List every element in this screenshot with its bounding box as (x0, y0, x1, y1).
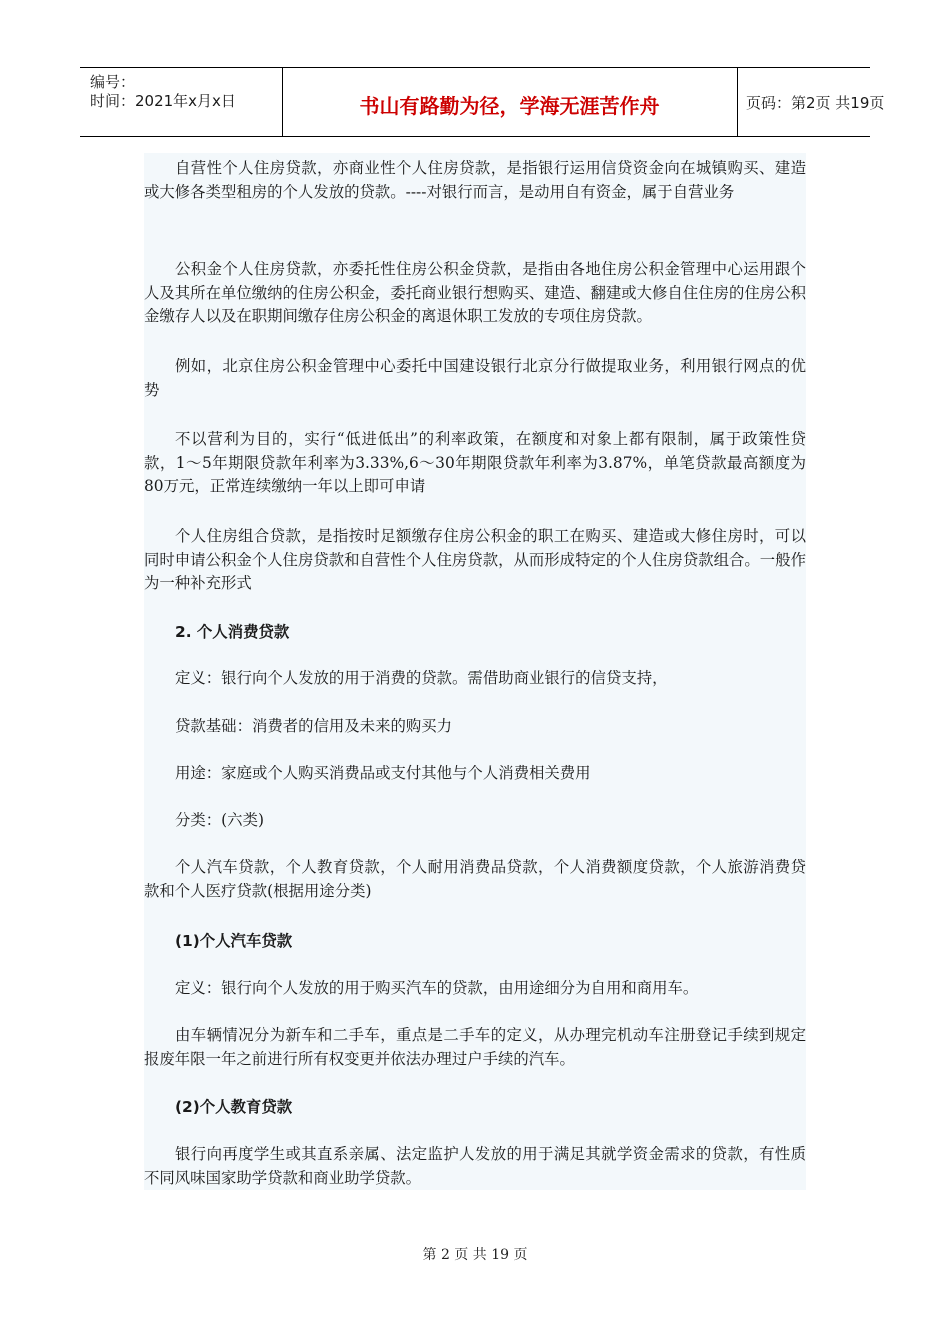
header-page-number: 页码：第2页 共19页 (746, 94, 885, 112)
paragraph-categories: 个人汽车贷款，个人教育贷款，个人耐用消费品贷款，个人消费额度贷款，个人旅游消费贷款和个人医疗贷款(根据用途分类) (144, 858, 806, 900)
document-number: 编号： (90, 73, 136, 91)
paragraph-classification: 分类：(六类) (175, 811, 264, 829)
header-left-cell (80, 68, 283, 136)
paragraph-policy: 不以营利为目的，实行“低进低出”的利率政策，在额度和对象上都有限制，属于政策性贷款，1～5年期限贷款年利率为3.33%,6～30年期限贷款年利率为3.87%，单笔贷款最高额度为80万元，正常连续缴纳一年以上即可申请 (144, 430, 806, 495)
subheading-education-loan: (2)个人教育贷款 (175, 1098, 293, 1116)
paragraph-definition: 定义：银行向个人发放的用于消费的贷款。需借助商业银行的信贷支持， (175, 669, 668, 687)
header-motto: 书山有路勤为径，学海无涯苦作舟 (359, 94, 660, 118)
page-footer: 第 2 页 共 19 页 (422, 1247, 528, 1263)
paragraph-combined-loan: 个人住房组合贷款，是指按时足额缴存住房公积金的职工在购买、建造或大修住房时，可以同时申请公积金个人住房贷款和自营性个人住房贷款，从而形成特定的个人住房贷款组合。一般作为一种补充形式 (144, 527, 806, 592)
header-table (80, 67, 885, 137)
header-center-cell (282, 68, 738, 136)
paragraph-provident-fund-loan: 公积金个人住房贷款，亦委托性住房公积金贷款，是指由各地住房公积金管理中心运用跟个人及其所在单位缴纳的住房公积金，委托商业银行想购买、建造、翻建或大修自住住房的住房公积金缴存人以及在职期间缴存住房公积金的离退休职工发放的专项住房贷款。 (144, 260, 806, 325)
document-time: 时间：2021年x月x日 (90, 92, 236, 110)
paragraph-education-loan: 银行向再度学生或其直系亲属、法定监护人发放的用于满足其就学资金需求的贷款，有性质不同风味国家助学贷款和商业助学贷款。 (144, 1145, 806, 1187)
paragraph-basis: 贷款基础：消费者的信用及未来的购买力 (175, 717, 453, 735)
paragraph-auto-used-car: 由车辆情况分为新车和二手车，重点是二手车的定义，从办理完机动车注册登记手续到规定报废年限一年之前进行所有权变更并依法办理过户手续的汽车。 (144, 1026, 806, 1068)
document-body (144, 153, 806, 1190)
paragraph-self-operated-loan: 自营性个人住房贷款，亦商业性个人住房贷款，是指银行运用信贷资金向在城镇购买、建造或大修各类型租房的个人发放的贷款。----对银行而言，是动用自有资金，属于自营业务 (144, 159, 806, 201)
section-heading-consumer-loan: 2. 个人消费贷款 (175, 623, 290, 641)
header-right-cell (737, 68, 885, 136)
paragraph-example: 例如，北京住房公积金管理中心委托中国建设银行北京分行做提取业务，利用银行网点的优势 (144, 357, 806, 399)
subheading-auto-loan: (1)个人汽车贷款 (175, 932, 293, 950)
paragraph-auto-definition: 定义：银行向个人发放的用于购买汽车的贷款，由用途细分为自用和商用车。 (175, 979, 699, 997)
paragraph-usage: 用途：家庭或个人购买消费品或支付其他与个人消费相关费用 (175, 764, 591, 782)
